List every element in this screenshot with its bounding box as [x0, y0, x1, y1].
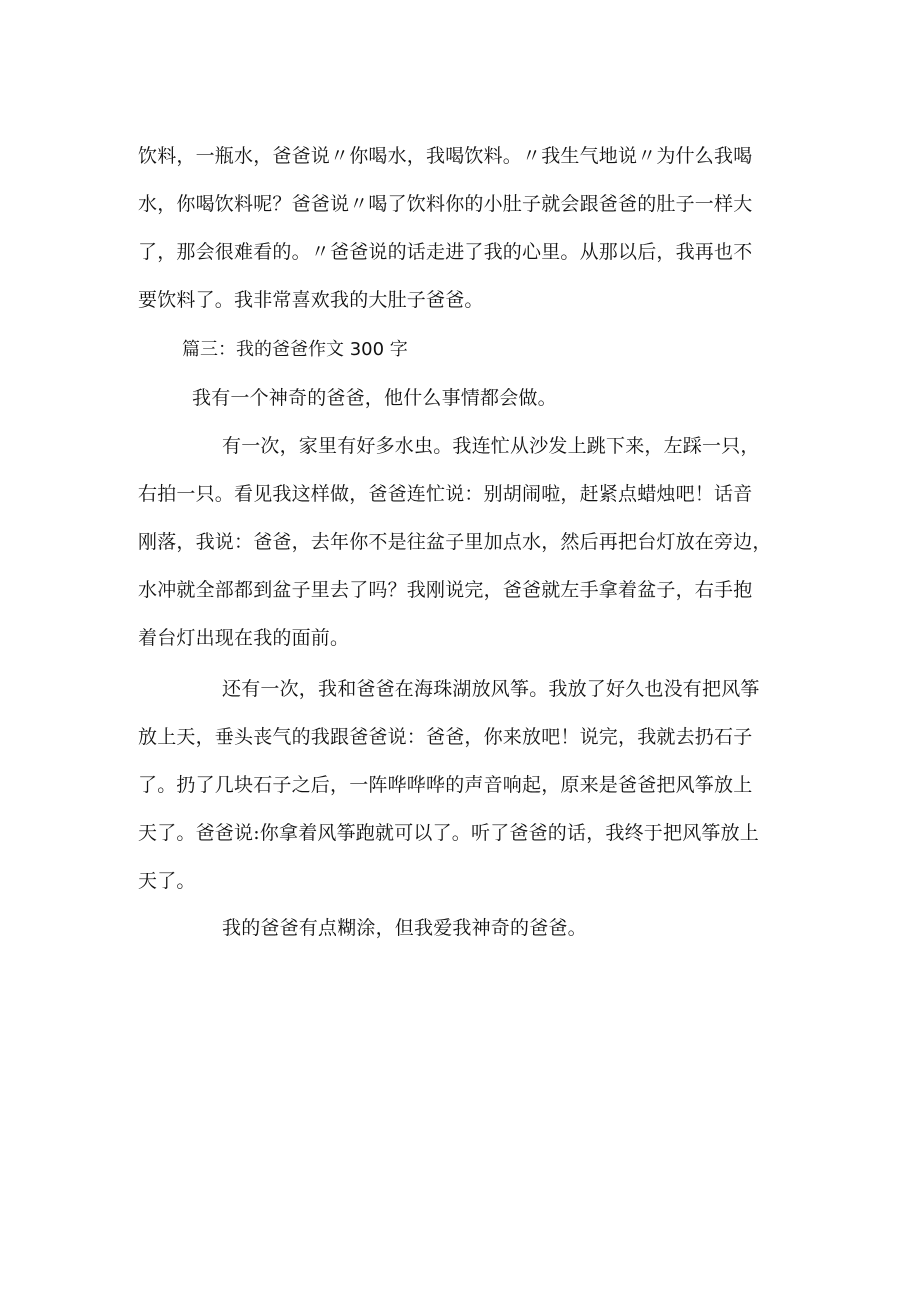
paragraph-line: 天了。爸爸说:你拿着风筝跑就可以了。听了爸爸的话，我终于把风筝放上 — [138, 822, 760, 844]
paragraph-line: 着台灯出现在我的面前。 — [138, 627, 350, 649]
text-line: 水，你喝饮料呢？爸爸说〃喝了饮料你的小肚子就会跟爸爸的肚子一样大 — [138, 193, 753, 215]
paragraph-line: 右拍一只。看见我这样做，爸爸连忙说：别胡闹啦，赶紧点蜡烛吧！话音 — [138, 483, 753, 505]
paragraph-line: 放上天，垂头丧气的我跟爸爸说：爸爸，你来放吧！说完，我就去扔石子 — [138, 726, 753, 748]
text-line: 要饮料了。我非常喜欢我的大肚子爸爸。 — [138, 289, 484, 311]
section-heading: 篇三：我的爸爸作文 300 字 — [182, 339, 408, 360]
paragraph-line: 有一次，家里有好多水虫。我连忙从沙发上跳下来，左踩一只， — [222, 435, 760, 457]
paragraph-line: 了。扔了几块石子之后，一阵哗哗哗的声音响起，原来是爸爸把风筝放上 — [138, 774, 753, 796]
paragraph-line: 刚落，我说：爸爸，去年你不是往盆子里加点水，然后再把台灯放在旁边， — [138, 531, 772, 553]
text-line: 了，那会很难看的。〃爸爸说的话走进了我的心里。从那以后，我再也不 — [138, 241, 753, 263]
intro-line: 我有一个神奇的爸爸，他什么事情都会做。 — [192, 387, 557, 409]
paragraph-line: 水冲就全部都到盆子里去了吗？我刚说完，爸爸就左手拿着盆子，右手抱 — [138, 579, 753, 601]
paragraph-line: 天了。 — [138, 870, 196, 892]
closing-line: 我的爸爸有点糊涂，但我爱我神奇的爸爸。 — [222, 917, 587, 939]
text-line: 饮料，一瓶水，爸爸说〃你喝水，我喝饮料。〃我生气地说〃为什么我喝 — [138, 145, 753, 167]
paragraph-line: 还有一次，我和爸爸在海珠湖放风筝。我放了好久也没有把风筝 — [222, 678, 760, 700]
